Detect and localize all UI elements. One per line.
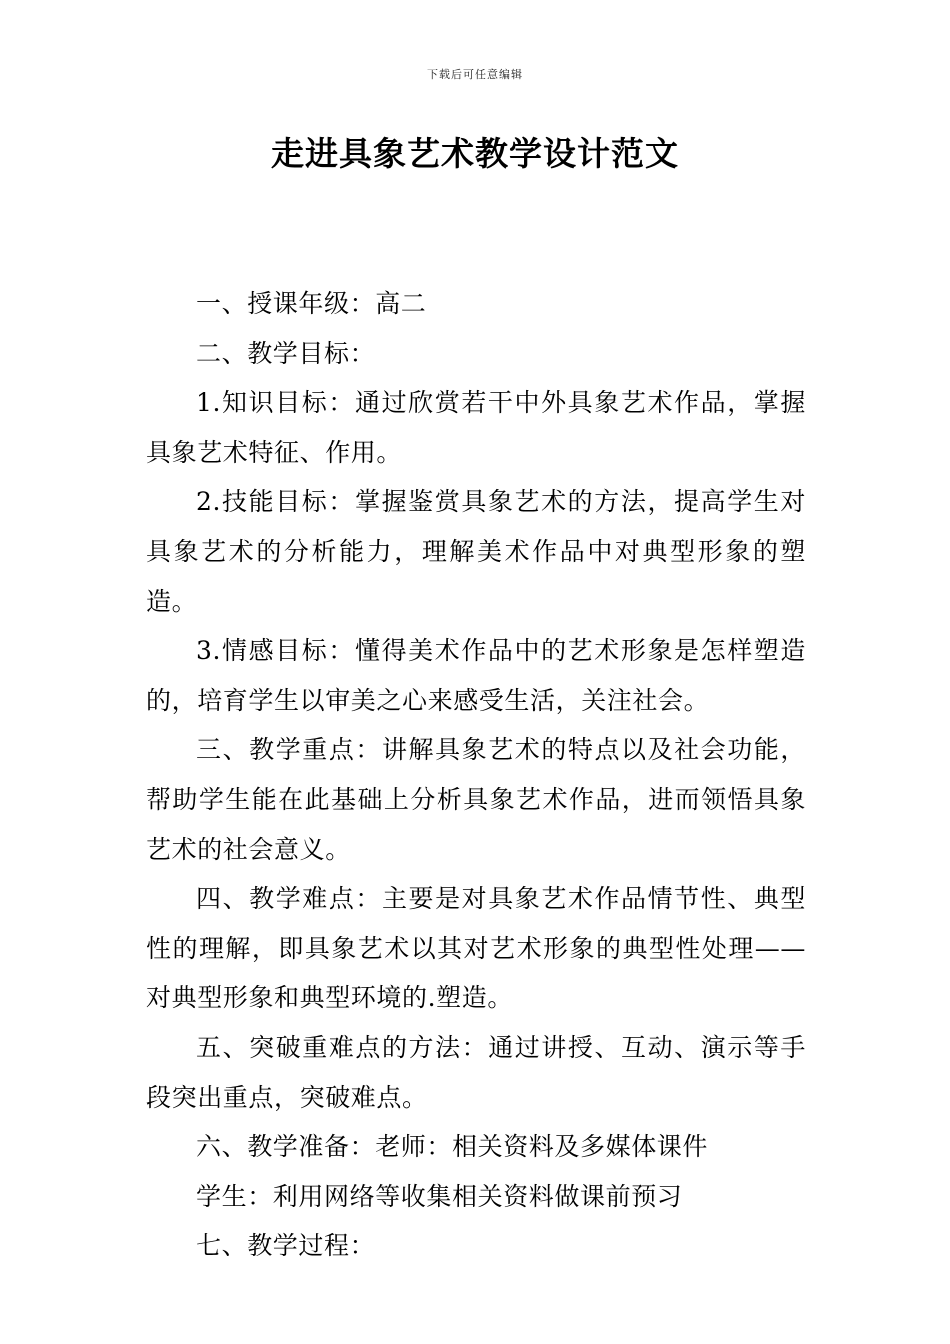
paragraph-emotion-objective: 3.情感目标：懂得美术作品中的艺术形象是怎样塑造的，培育学生以审美之心来感受生活，关注社会。: [146, 636, 806, 715]
paragraph-objectives-heading: 二、教学目标：: [196, 338, 376, 368]
paragraph-methods: 五、突破重难点的方法：通过讲授、互动、演示等手段突出重点，突破难点。: [146, 1032, 806, 1112]
paragraph-skill-objective: 2.技能目标：掌握鉴赏具象艺术的方法，提高学生对具象艺术的分析能力，理解美术作品中对典型形象的塑造。: [146, 487, 806, 616]
paragraph-knowledge-objective: 1.知识目标：通过欣赏若干中外具象艺术作品，掌握具象艺术特征、作用。: [146, 388, 806, 467]
paragraph-process-heading: 七、教学过程：: [196, 1231, 376, 1261]
paragraph-teacher-preparation: 六、教学准备：老师：相关资料及多媒体课件: [196, 1132, 709, 1162]
header-note: 下载后可任意编辑: [427, 68, 523, 81]
document-title: 走进具象艺术教学设计范文: [271, 134, 679, 173]
paragraph-difficulties: 四、教学难点：主要是对具象艺术作品情节性、典型性的理解，即具象艺术以其对艺术形象的典型性处理——对典型形象和典型环境的.塑造。: [146, 884, 806, 1013]
paragraph-grade: 一、授课年级：高二: [196, 289, 427, 318]
document-body: [146, 279, 806, 1271]
paragraph-student-preparation: 学生：利用网络等收集相关资料做课前预习: [196, 1181, 683, 1211]
paragraph-key-points: 三、教学重点：讲解具象艺术的特点以及社会功能，帮助学生能在此基础上分析具象艺术作品，进而领悟具象艺术的社会意义。: [146, 735, 806, 864]
